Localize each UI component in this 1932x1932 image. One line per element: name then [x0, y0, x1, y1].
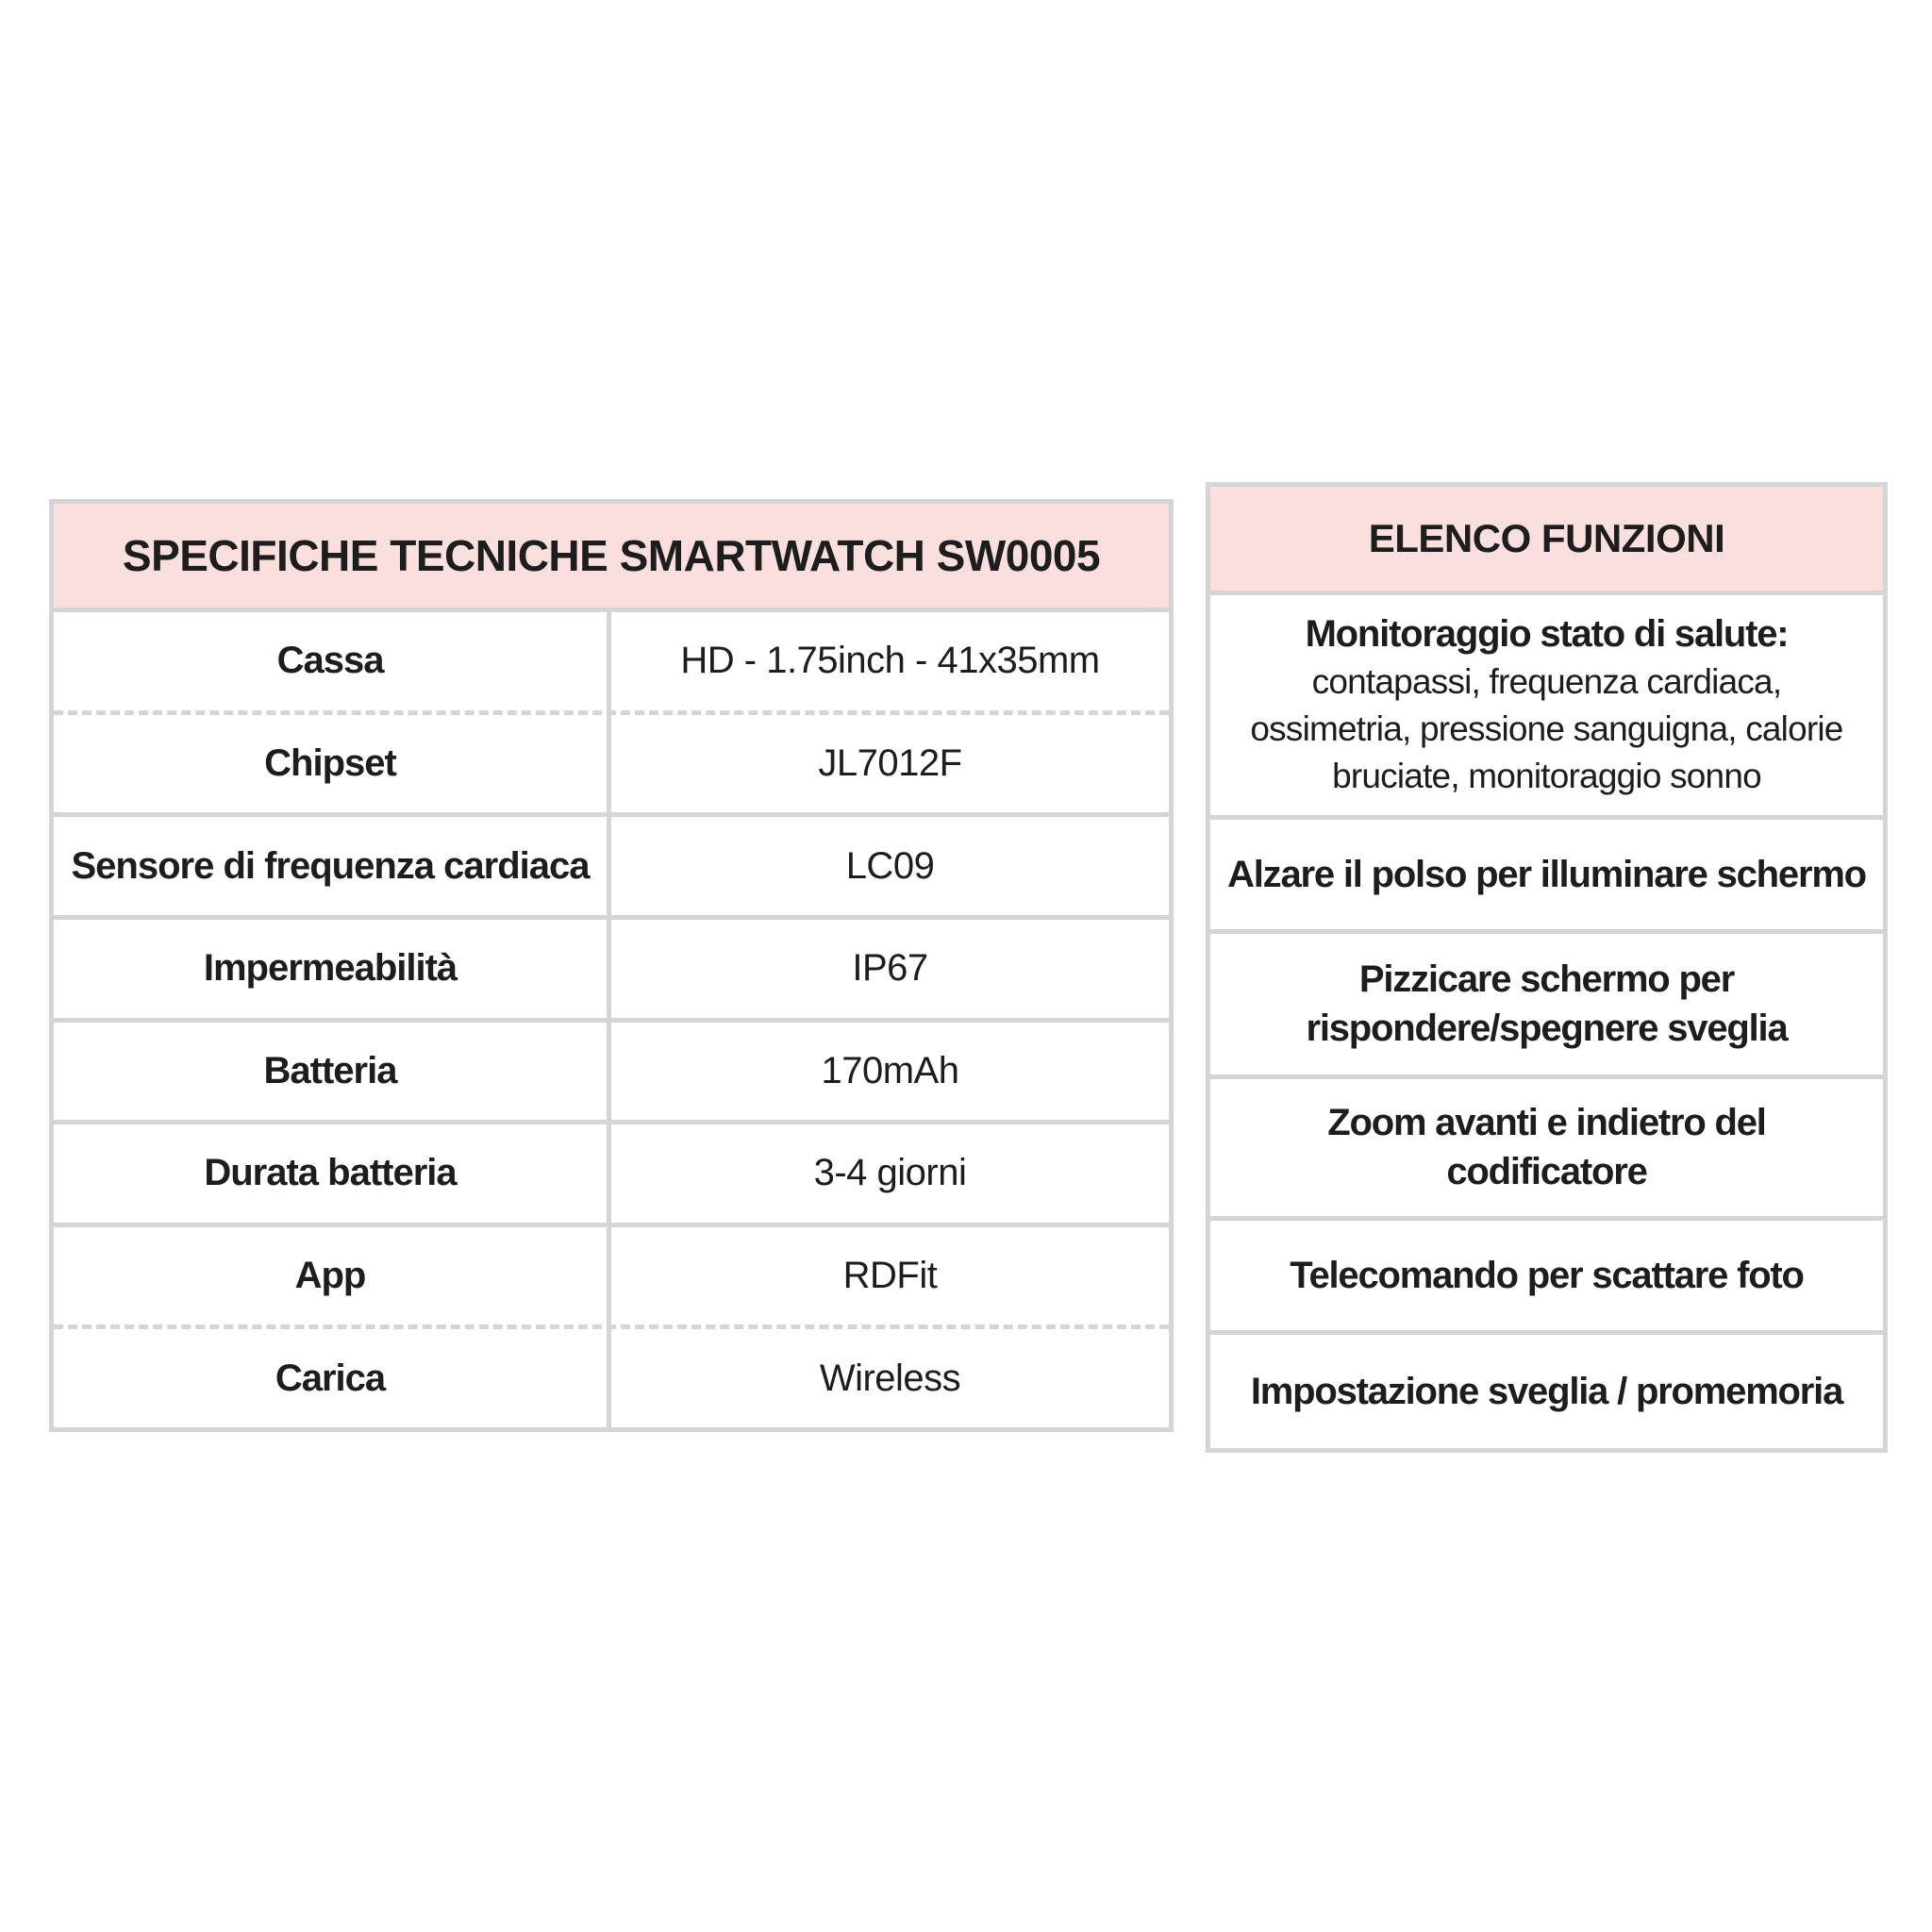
spec-table-header: [54, 504, 1169, 612]
function-row-telecomando-foto: [1210, 1216, 1883, 1330]
spec-row-sensore: [54, 812, 1169, 915]
spec-value: Wireless: [819, 1357, 961, 1399]
spec-table-title: SPECIFICHE TECNICHE SMARTWATCH SW0005: [122, 531, 1101, 580]
function-row-zoom-codificatore: [1210, 1074, 1883, 1216]
spec-label: Batteria: [54, 1023, 611, 1121]
function-row-pizzicare-schermo: [1210, 929, 1883, 1074]
functions-table-title: ELENCO FUNZIONI: [1368, 516, 1725, 560]
spec-value: IP67: [852, 947, 928, 990]
function-heading: Alzare il polso per illuminare schermo: [1227, 853, 1866, 895]
spec-table: [49, 499, 1174, 1432]
spec-label: Durata batteria: [54, 1124, 611, 1223]
spec-row-durata-batteria: [54, 1120, 1169, 1223]
spec-value: HD - 1.75inch - 41x35mm: [680, 640, 1100, 682]
spec-row-cassa: [54, 612, 1169, 710]
spec-value: RDFit: [842, 1255, 938, 1297]
spec-table-body: [54, 612, 1169, 1427]
spec-row-app: [54, 1223, 1169, 1325]
function-heading: Monitoraggio stato di salute:: [1305, 613, 1789, 656]
spec-label: Chipset: [54, 715, 611, 813]
spec-value: LC09: [845, 844, 935, 887]
spec-row-batteria: [54, 1018, 1169, 1121]
function-heading: Pizzicare schermo per rispondere/spegnere sveglia: [1306, 958, 1788, 1050]
function-description: contapassi, frequenza cardiaca, ossimetria, pressione sanguigna, calorie bruciate, monitoraggio sonno: [1250, 662, 1843, 796]
functions-table-header: [1210, 487, 1883, 595]
function-row-alzare-polso: [1210, 815, 1883, 929]
function-heading: Impostazione sveglia / promemoria: [1250, 1370, 1843, 1412]
spec-label: Cassa: [54, 612, 611, 710]
spec-value: 3-4 giorni: [813, 1152, 967, 1194]
spec-label: Sensore di frequenza cardiaca: [54, 817, 611, 915]
function-row-monitoraggio: [1210, 595, 1883, 815]
functions-table-body: [1210, 595, 1883, 1448]
spec-value: JL7012F: [818, 741, 962, 784]
function-heading: Zoom avanti e indietro del codificatore: [1327, 1102, 1766, 1193]
spec-label: Carica: [54, 1329, 611, 1427]
spec-label: App: [54, 1227, 611, 1325]
functions-table: [1206, 482, 1888, 1453]
function-row-sveglia-promemoria: [1210, 1330, 1883, 1448]
spec-value: 170mAh: [821, 1049, 959, 1091]
spec-row-carica: [54, 1324, 1169, 1427]
spec-row-chipset: [54, 710, 1169, 813]
spec-row-impermeabilita: [54, 915, 1169, 1018]
function-heading: Telecomando per scattare foto: [1290, 1254, 1804, 1296]
spec-label: Impermeabilità: [54, 920, 611, 1018]
